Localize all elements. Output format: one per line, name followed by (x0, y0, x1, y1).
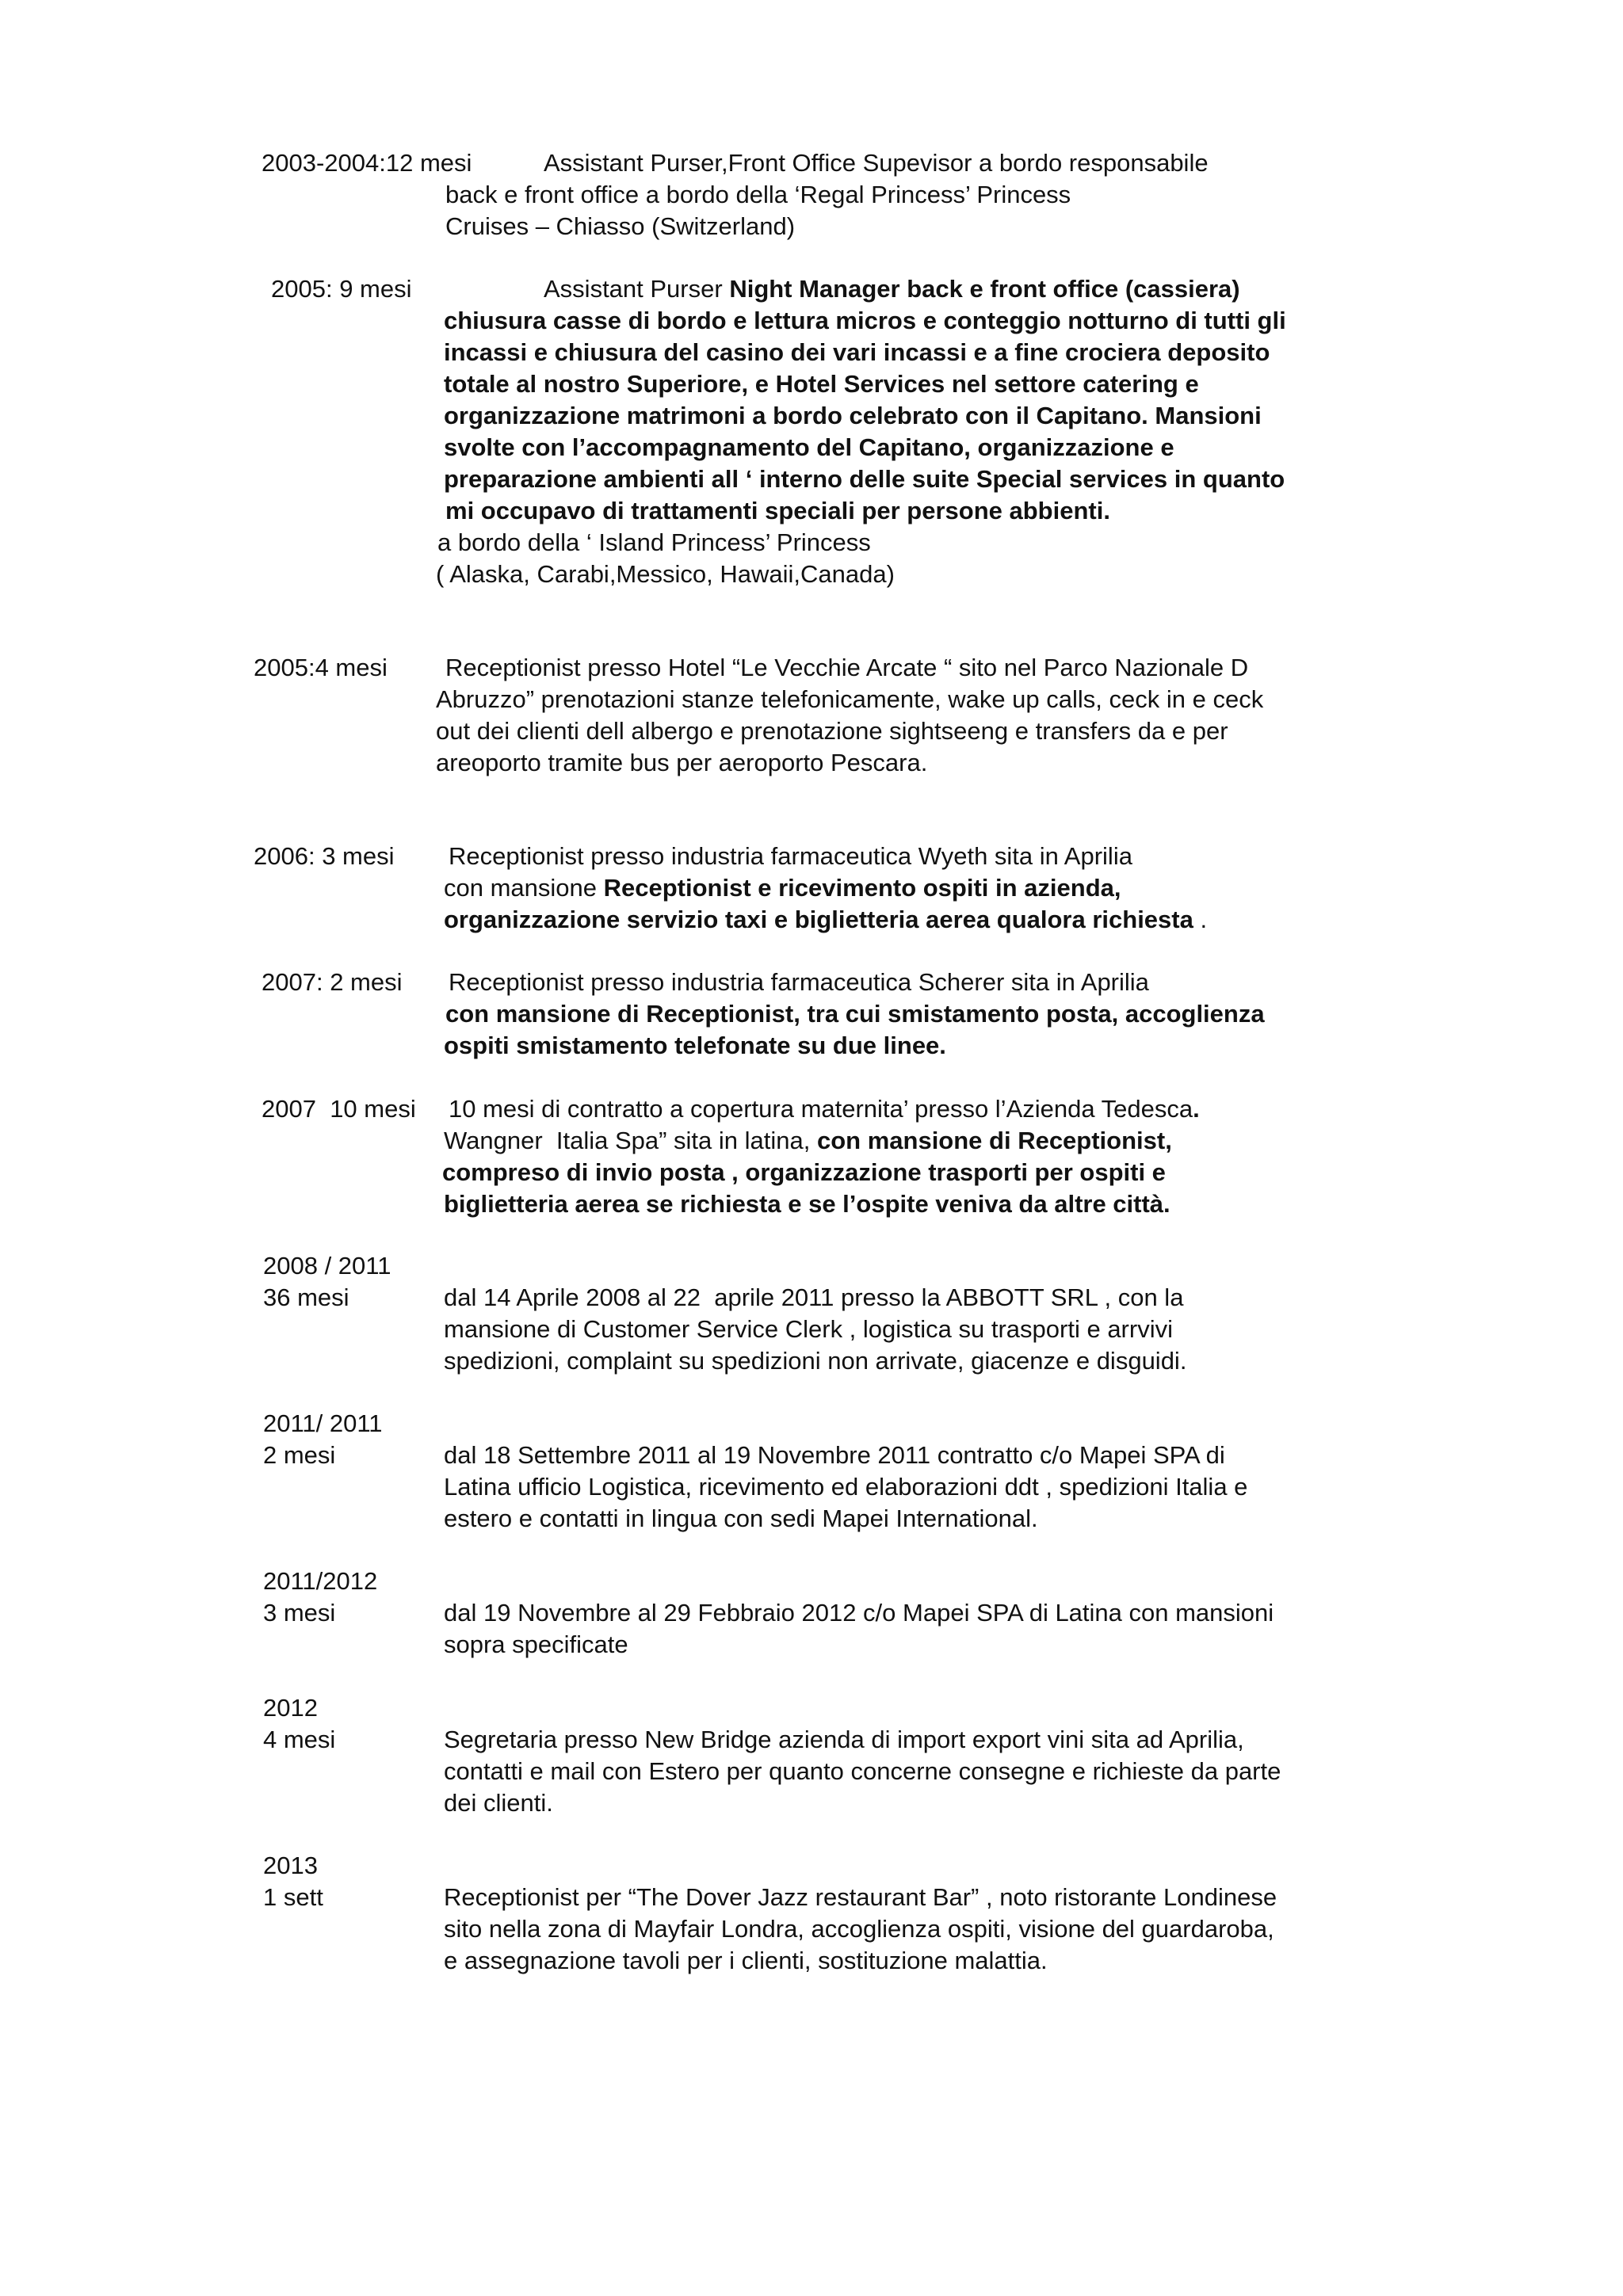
entry-text-line (449, 1093, 1200, 1125)
entry-text-line: e assegnazione tavoli per i clienti, sostituzione malattia. (444, 1947, 1048, 1974)
entry-text-line: estero e contatti in lingua con sedi Mapei International. (444, 1505, 1038, 1532)
entry-date: 2006: 3 mesi (254, 842, 395, 870)
entry-date: 2005: 9 mesi (271, 275, 412, 303)
entry-date: 2013 (263, 1852, 318, 1879)
entry-text-line: back e front office a bordo della ‘Regal Princess’ Princess (445, 181, 1071, 208)
entry-bold-line: mi occupavo di trattamenti speciali per persone abbienti. (445, 497, 1110, 524)
entry-bold-line: chiusura casse di bordo e lettura micros e conteggio notturno di tutti gli (444, 307, 1286, 334)
entry-date: 2003-2004:12 mesi (262, 149, 472, 177)
entry-text-line: sopra specificate (444, 1630, 628, 1658)
entry-text-line: a bordo della ‘ Island Princess’ Princess (437, 528, 871, 556)
entry-text-line: dal 18 Settembre 2011 al 19 Novembre 2011 contratto c/o Mapei SPA di (444, 1441, 1225, 1469)
entry-tail: . (1193, 906, 1208, 933)
entry-text-line: dei clienti. (444, 1789, 553, 1817)
entry-text-line (444, 904, 1207, 936)
entry-text-line: Abruzzo” prenotazioni stanze telefonicamente, wake up calls, ceck in e ceck (436, 685, 1264, 713)
entry-duration: 3 mesi (263, 1599, 336, 1627)
entry-duration: 2 mesi (263, 1441, 336, 1469)
entry-date: 2007: 2 mesi (262, 968, 403, 996)
entry-bold-line: organizzazione matrimoni a bordo celebrato con il Capitano. Mansioni (444, 402, 1262, 429)
entry-bold-line: biglietteria aerea se richiesta e se l’ospite veniva da altre città. (444, 1190, 1170, 1218)
entry-date: 2005:4 mesi (254, 654, 388, 681)
entry-date: 2011/ 2011 (263, 1409, 383, 1437)
entry-bold-text: con mansione di Receptionist, (816, 1127, 1172, 1154)
entry-text-line: Cruises – Chiasso (Switzerland) (445, 212, 796, 240)
entry-intro: Wangner Italia Spa” sita in latina, (444, 1127, 817, 1154)
entry-text-line: Receptionist presso industria farmaceutica Wyeth sita in Aprilia (449, 842, 1132, 870)
entry-bold-line: totale al nostro Superiore, e Hotel Services nel settore catering e (444, 370, 1199, 398)
entry-text-line: Receptionist presso Hotel “Le Vecchie Arcate “ sito nel Parco Nazionale D (445, 654, 1249, 681)
entry-text-line: spedizioni, complaint su spedizioni non arrivate, giacenze e disguidi. (444, 1347, 1187, 1375)
entry-bold-line: ospiti smistamento telefonate su due linee. (444, 1032, 946, 1059)
entry-bold-line: preparazione ambienti all ‘ interno delle suite Special services in quanto (444, 465, 1285, 493)
entry-duration: 36 mesi (263, 1283, 349, 1311)
entry-text-line (444, 1125, 1172, 1157)
entry-text-line: sito nella zona di Mayfair Londra, accoglienza ospiti, visione del guardaroba, (444, 1915, 1274, 1943)
entry-text-line: Assistant Purser,Front Office Supevisor a bordo responsabile (544, 149, 1209, 177)
entry-text-line: ( Alaska, Carabi,Messico, Hawaii,Canada) (436, 560, 895, 588)
entry-duration: 1 sett (263, 1883, 323, 1911)
entry-text-line: Receptionist per “The Dover Jazz restaurant Bar” , noto ristorante Londinese (444, 1883, 1277, 1911)
entry-text-line: Segretaria presso New Bridge azienda di import export vini sita ad Aprilia, (444, 1726, 1244, 1753)
entry-bold-line: incassi e chiusura del casino dei vari incassi e a fine crociera deposito (444, 338, 1270, 366)
entry-duration: 4 mesi (263, 1726, 336, 1753)
entry-text-line: out dei clienti dell albergo e prenotazione sightseeng e transfers da e per (436, 717, 1228, 745)
entry-text: 10 mesi di contratto a copertura maternita’ presso l’Azienda Tedesca (449, 1095, 1193, 1123)
entry-text-line (444, 872, 1121, 904)
entry-bold-text: Night Manager back e front office (cassiera) (729, 275, 1240, 303)
entry-bold-line: compreso di invio posta , organizzazione trasporti per ospiti e (442, 1158, 1166, 1186)
entry-date: 2007 10 mesi (262, 1095, 416, 1123)
entry-intro: Assistant Purser (544, 275, 730, 303)
entry-date: 2008 / 2011 (263, 1252, 391, 1280)
entry-text-line: Latina ufficio Logistica, ricevimento ed elaborazioni ddt , spedizioni Italia e (444, 1473, 1248, 1501)
entry-text-line (544, 273, 1240, 305)
entry-text-line: Receptionist presso industria farmaceutica Scherer sita in Aprilia (449, 968, 1149, 996)
entry-date: 2011/2012 (263, 1567, 378, 1595)
entry-text-line: dal 14 Aprile 2008 al 22 aprile 2011 presso la ABBOTT SRL , con la (444, 1283, 1184, 1311)
entry-bold-text: Receptionist e ricevimento ospiti in azienda, (603, 874, 1121, 902)
entry-bold-line: svolte con l’accompagnamento del Capitano, organizzazione e (444, 433, 1174, 461)
entry-intro: con mansione (444, 874, 604, 902)
entry-date: 2012 (263, 1694, 318, 1722)
entry-text-line: contatti e mail con Estero per quanto concerne consegne e richieste da parte (444, 1757, 1281, 1785)
entry-bold-text: organizzazione servizio taxi e biglietteria aerea qualora richiesta (444, 906, 1193, 933)
entry-text-line: mansione di Customer Service Clerk , logistica su trasporti e arrvivi (444, 1315, 1173, 1343)
entry-period: . (1193, 1095, 1200, 1123)
entry-text-line: dal 19 Novembre al 29 Febbraio 2012 c/o Mapei SPA di Latina con mansioni (444, 1599, 1274, 1627)
entry-text-line: areoporto tramite bus per aeroporto Pescara. (436, 749, 928, 776)
entry-bold-line: con mansione di Receptionist, tra cui smistamento posta, accoglienza (445, 1000, 1265, 1028)
